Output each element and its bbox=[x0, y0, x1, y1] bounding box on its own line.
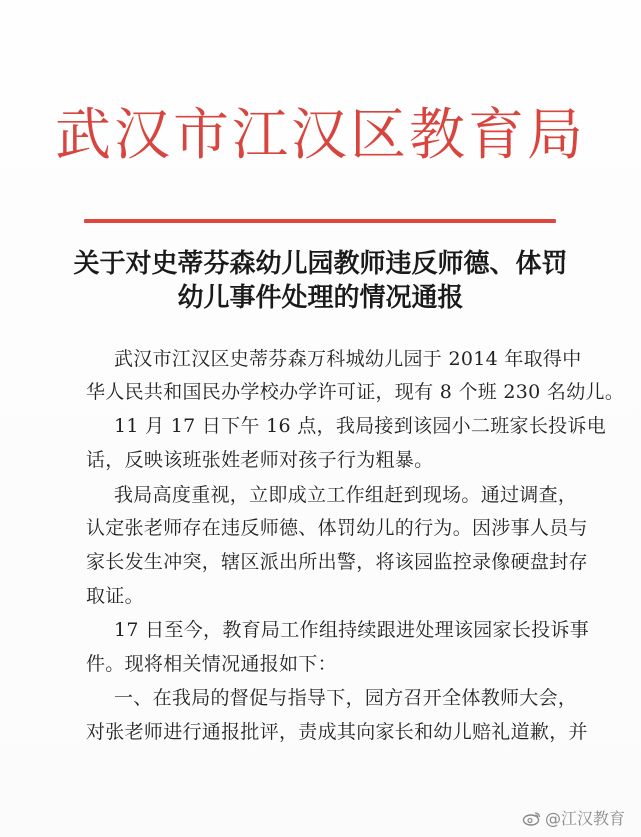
body-line: 件。现将相关情况通报如下： bbox=[86, 653, 337, 675]
body-line: 话，反映该班张姓老师对孩子行为粗暴。 bbox=[86, 449, 434, 471]
body-line: 武汉市江汉区史蒂芬森万科城幼儿园于 2014 年取得中 bbox=[114, 348, 582, 370]
org-header: 武汉市江汉区教育局 bbox=[55, 103, 586, 168]
document-title-line-1: 关于对史蒂芬森幼儿园教师违反师德、体罚 bbox=[73, 249, 568, 279]
red-divider-rule bbox=[84, 219, 556, 223]
document-title-line-2: 幼儿事件处理的情况通报 bbox=[177, 283, 464, 313]
weibo-icon bbox=[522, 810, 542, 826]
body-line: 11 月 17 日下午 16 点，我局接到该园小二班家长投诉电 bbox=[114, 415, 607, 437]
body-line: 认定张老师存在违反师德、体罚幼儿的行为。因涉事人员与 bbox=[86, 517, 588, 539]
body-line: 取证。 bbox=[86, 585, 144, 607]
body-line: 一、在我局的督促与指导下，园方召开全体教师大会， bbox=[114, 687, 578, 709]
body-line: 家长发生冲突，辖区派出所出警，将该园监控录像硬盘封存 bbox=[86, 551, 588, 573]
body-line: 华人民共和国民办学校办学许可证，现有 8 个班 230 名幼儿。 bbox=[86, 381, 625, 403]
weibo-watermark bbox=[522, 806, 625, 829]
watermark-text: @江汉教育 bbox=[545, 809, 626, 828]
body-line: 对张老师进行通报批评，责成其向家长和幼儿赔礼道歉，并 bbox=[86, 721, 588, 743]
body-line: 17 日至今，教育局工作组持续跟进处理该园家长投诉事 bbox=[114, 619, 590, 641]
body-line: 我局高度重视，立即成立工作组赶到现场。通过调查， bbox=[114, 484, 578, 506]
